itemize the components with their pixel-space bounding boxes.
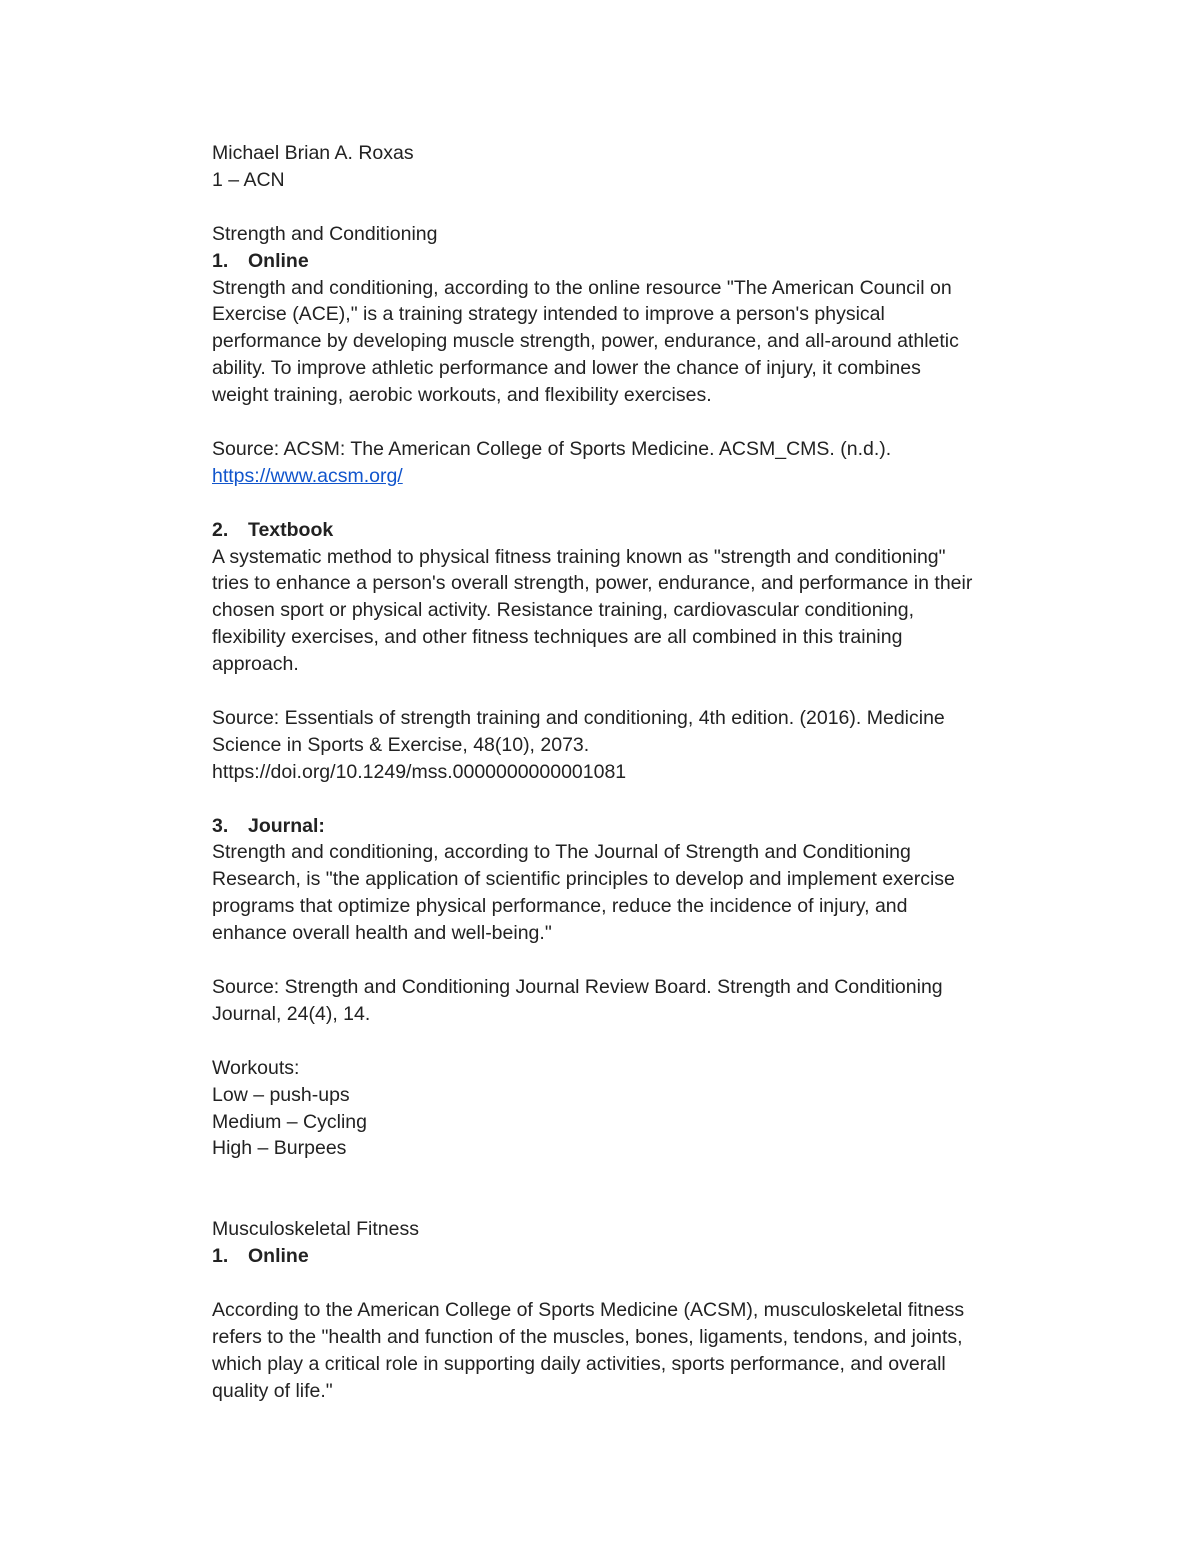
paragraph-line: Research, is "the application of scientific principles to develop and implement exercise <box>212 868 955 891</box>
online-source: Source: ACSM: The American College of Sports Medicine. ACSM_CMS. (n.d.). <box>212 437 892 460</box>
paragraph-line: weight training, aerobic workouts, and flexibility exercises. <box>212 384 712 407</box>
heading-online <box>212 248 1072 275</box>
paragraph-line: ability. To improve athletic performance and lower the chance of injury, it combines <box>212 357 921 380</box>
source-line: Source: Strength and Conditioning Journal Review Board. Strength and Conditioning <box>212 976 943 998</box>
textbook-paragraph <box>212 544 1072 679</box>
class-section: 1 – ACN <box>212 168 285 191</box>
heading-journal <box>212 813 1072 840</box>
musculoskeletal-paragraph <box>212 1297 1072 1405</box>
author-name: Michael Brian A. Roxas <box>212 142 414 164</box>
heading-label: Online <box>248 1245 309 1268</box>
workout-item: Low – push-ups <box>212 1083 350 1106</box>
textbook-source <box>212 705 1072 786</box>
heading-textbook <box>212 517 1072 544</box>
section-title-strength: Strength and Conditioning <box>212 222 438 245</box>
paragraph-line: which play a critical role in supporting daily activities, sports performance, and overall <box>212 1352 946 1375</box>
document-page <box>212 140 1072 1404</box>
paragraph-line: According to the American College of Sports Medicine (ACSM), musculoskeletal fitness <box>212 1298 965 1321</box>
journal-source <box>212 974 1072 1028</box>
paragraph-line: flexibility exercises, and other fitness techniques are all combined in this training <box>212 626 903 649</box>
source-line: Journal, 24(4), 14. <box>212 1002 371 1025</box>
workout-item: High – Burpees <box>212 1137 347 1160</box>
paragraph-line: quality of life." <box>212 1379 333 1402</box>
heading-number: 1. <box>212 249 229 272</box>
paragraph-line: Strength and conditioning, according to The Journal of Strength and Conditioning <box>212 841 911 864</box>
paragraph-line: Strength and conditioning, according to the online resource "The American Council on <box>212 276 952 299</box>
workouts-title: Workouts: <box>212 1056 300 1079</box>
heading-label: Textbook <box>248 518 334 541</box>
paragraph-line: refers to the "health and function of the muscles, bones, ligaments, tendons, and joints, <box>212 1325 963 1348</box>
section-title-musculoskeletal: Musculoskeletal Fitness <box>212 1218 419 1241</box>
journal-paragraph <box>212 839 1072 947</box>
source-line: Source: Essentials of strength training and conditioning, 4th edition. (2016). Medicine <box>212 706 945 729</box>
heading-online-musculoskeletal <box>212 1243 1072 1270</box>
heading-number: 1. <box>212 1245 229 1268</box>
acsm-link[interactable]: https://www.acsm.org/ <box>212 464 403 487</box>
paragraph-line: tries to enhance a person's overall strength, power, endurance, and performance in their <box>212 572 973 595</box>
paragraph-line: approach. <box>212 653 299 676</box>
paragraph-line: chosen sport or physical activity. Resistance training, cardiovascular conditioning, <box>212 599 914 622</box>
heading-label: Online <box>248 249 309 272</box>
paragraph-line: A systematic method to physical fitness training known as "strength and conditioning" <box>212 545 946 568</box>
workout-item: Medium – Cycling <box>212 1110 367 1133</box>
paragraph-line: Exercise (ACE)," is a training strategy intended to improve a person's physical <box>212 303 885 326</box>
heading-label: Journal: <box>248 814 325 837</box>
heading-number: 3. <box>212 814 229 837</box>
source-line: Science in Sports & Exercise, 48(10), 2073. <box>212 733 590 756</box>
online-paragraph <box>212 275 1072 410</box>
paragraph-line: performance by developing muscle strength, power, endurance, and all-around athletic <box>212 330 959 353</box>
paragraph-line: enhance overall health and well-being." <box>212 922 552 945</box>
heading-number: 2. <box>212 518 229 541</box>
paragraph-line: programs that optimize physical performance, reduce the incidence of injury, and <box>212 895 908 918</box>
source-line: https://doi.org/10.1249/mss.0000000000001081 <box>212 760 627 783</box>
